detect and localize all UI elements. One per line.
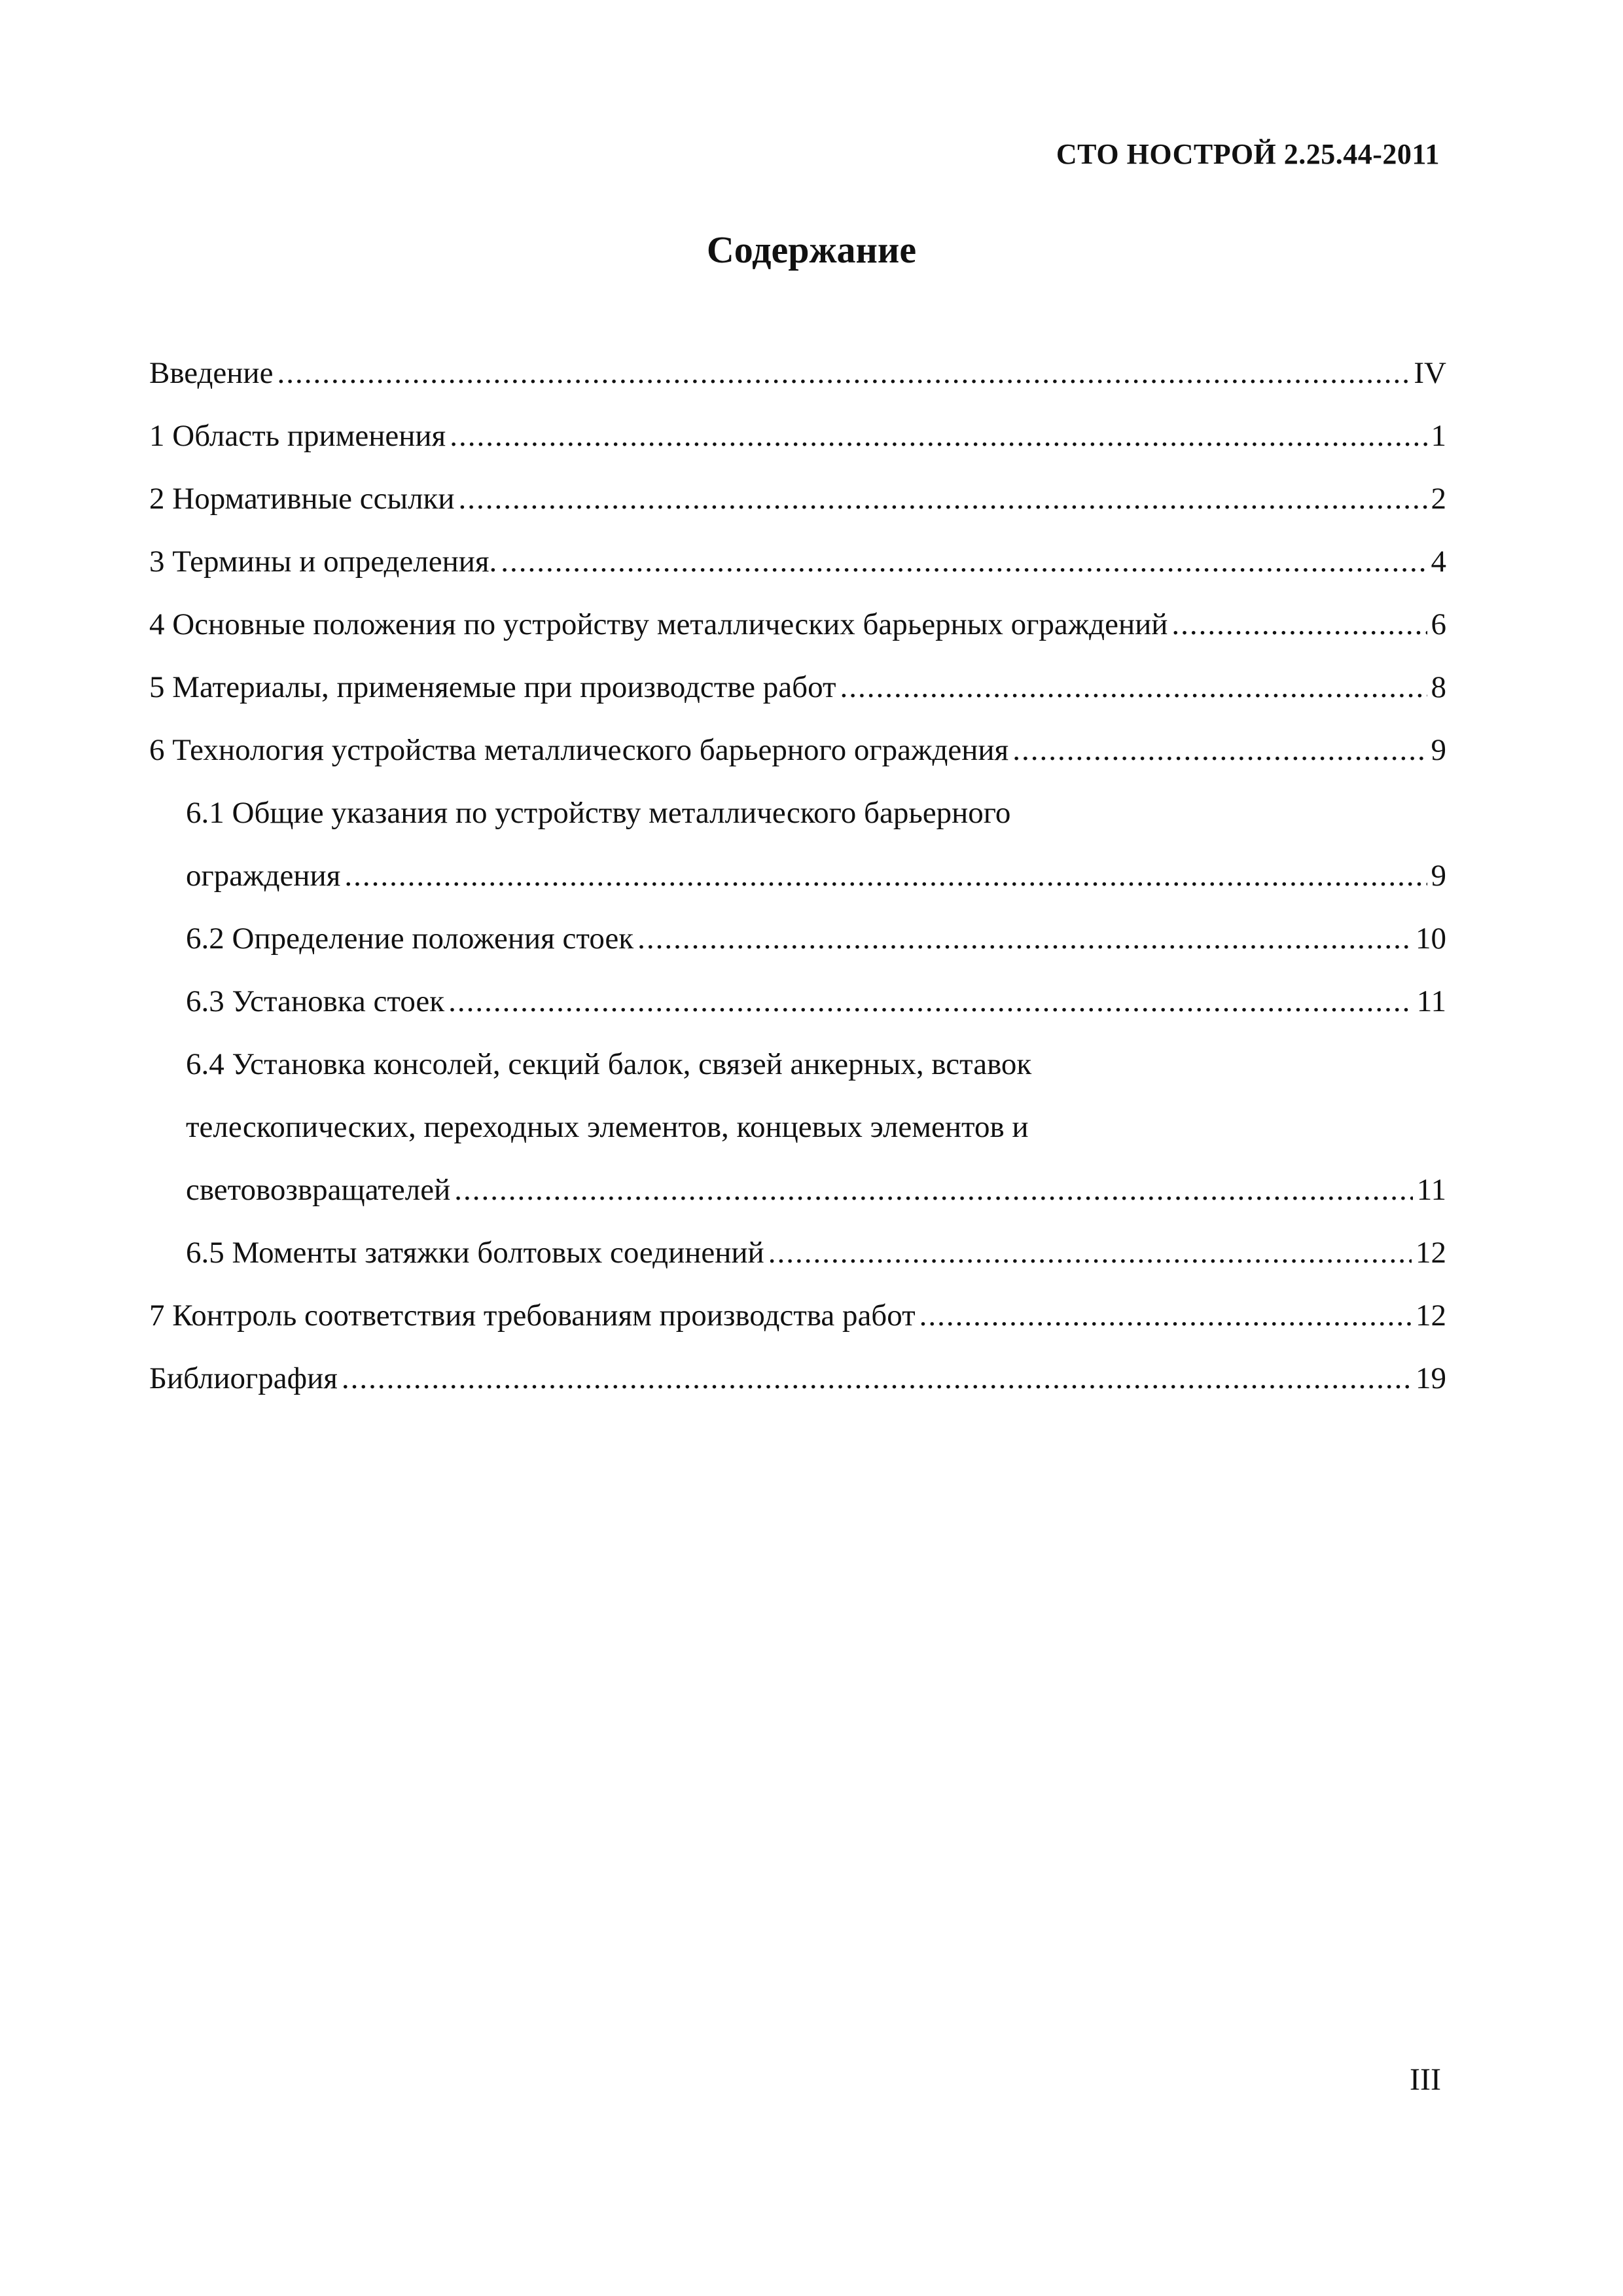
toc-entry-page: 11 [1416, 1173, 1446, 1207]
toc-entry-introduction[interactable] [149, 342, 1446, 404]
toc-entry-label: Введение [149, 356, 274, 390]
toc-entry-page: 11 [1416, 984, 1446, 1018]
table-of-contents [149, 342, 1446, 1410]
toc-entry-section-5[interactable] [149, 656, 1446, 719]
toc-entry-section-6[interactable] [149, 719, 1446, 781]
dot-leader [768, 1235, 1412, 1270]
toc-entry-label: телескопических, переходных элементов, концевых элементов и [186, 1110, 1029, 1144]
dot-leader [448, 984, 1413, 1019]
toc-entry-label: 6.5 Моменты затяжки болтовых соединений [186, 1236, 764, 1270]
toc-entry-label: 2 Нормативные ссылки [149, 482, 455, 516]
toc-entry-section-3[interactable] [149, 530, 1446, 593]
toc-entry-label: 6.2 Определение положения стоек [186, 922, 634, 956]
toc-entry-label: Библиография [149, 1361, 338, 1395]
toc-entry-section-4[interactable] [149, 593, 1446, 656]
toc-entry-page: 12 [1416, 1236, 1446, 1270]
dot-leader [344, 858, 1427, 893]
toc-entry-page: 4 [1431, 545, 1446, 579]
dot-leader [919, 1298, 1412, 1333]
toc-entry-page: 10 [1416, 922, 1446, 956]
toc-entry-section-7[interactable] [149, 1284, 1446, 1347]
dot-leader [840, 670, 1427, 705]
toc-entry-page: 19 [1416, 1361, 1446, 1395]
toc-entry-bibliography[interactable] [149, 1347, 1446, 1410]
toc-entry-page: 1 [1431, 419, 1446, 453]
toc-entry-label: 4 Основные положения по устройству металлических барьерных ограждений [149, 607, 1168, 641]
toc-entry-label: 7 Контроль соответствия требованиям производства работ [149, 1299, 916, 1333]
toc-entry-page: 2 [1431, 482, 1446, 516]
toc-entry-label: ограждения [186, 859, 341, 893]
dot-leader [277, 355, 1410, 391]
toc-entry-label: 5 Материалы, применяемые при производстве работ [149, 670, 836, 704]
document-code: СТО НОСТРОЙ 2.25.44-2011 [1056, 138, 1440, 170]
toc-entry-page: 12 [1416, 1299, 1446, 1333]
toc-entry-page: 9 [1431, 859, 1446, 893]
toc-entry-section-6-1-line-2[interactable] [149, 844, 1446, 907]
toc-entry-page: IV [1414, 356, 1446, 390]
dot-leader [450, 418, 1427, 454]
toc-entry-section-6-4-line-1[interactable] [149, 1033, 1446, 1096]
toc-title: Содержание [706, 228, 917, 271]
toc-entry-section-6-5[interactable] [149, 1221, 1446, 1284]
toc-entry-section-6-3[interactable] [149, 970, 1446, 1033]
dot-leader [501, 544, 1427, 579]
dot-leader [454, 1172, 1412, 1208]
toc-entry-page: 8 [1431, 670, 1446, 704]
dot-leader [342, 1361, 1412, 1396]
toc-entry-page: 6 [1431, 607, 1446, 641]
toc-entry-section-2[interactable] [149, 467, 1446, 530]
toc-entry-page: 9 [1431, 733, 1446, 767]
toc-entry-label: 6 Технология устройства металлического барьерного ограждения [149, 733, 1009, 767]
toc-entry-label: 6.4 Установка консолей, секций балок, связей анкерных, вставок [186, 1047, 1032, 1081]
toc-entry-section-6-4-line-3[interactable] [149, 1158, 1446, 1221]
dot-leader [637, 921, 1412, 956]
toc-entry-label: световозвращателей [186, 1173, 451, 1207]
toc-entry-section-1[interactable] [149, 404, 1446, 467]
toc-entry-label: 6.3 Установка стоек [186, 984, 445, 1018]
toc-entry-label: 6.1 Общие указания по устройству металлического барьерного [186, 796, 1011, 830]
page-number: III [1410, 2062, 1441, 2097]
dot-leader [459, 481, 1427, 516]
toc-entry-section-6-2[interactable] [149, 907, 1446, 970]
toc-entry-section-6-4-line-2[interactable] [149, 1096, 1446, 1158]
toc-entry-label: 1 Область применения [149, 419, 446, 453]
toc-entry-section-6-1-line-1[interactable] [149, 781, 1446, 844]
dot-leader [1171, 607, 1427, 642]
dot-leader [1012, 732, 1427, 768]
toc-entry-label: 3 Термины и определения. [149, 545, 497, 579]
